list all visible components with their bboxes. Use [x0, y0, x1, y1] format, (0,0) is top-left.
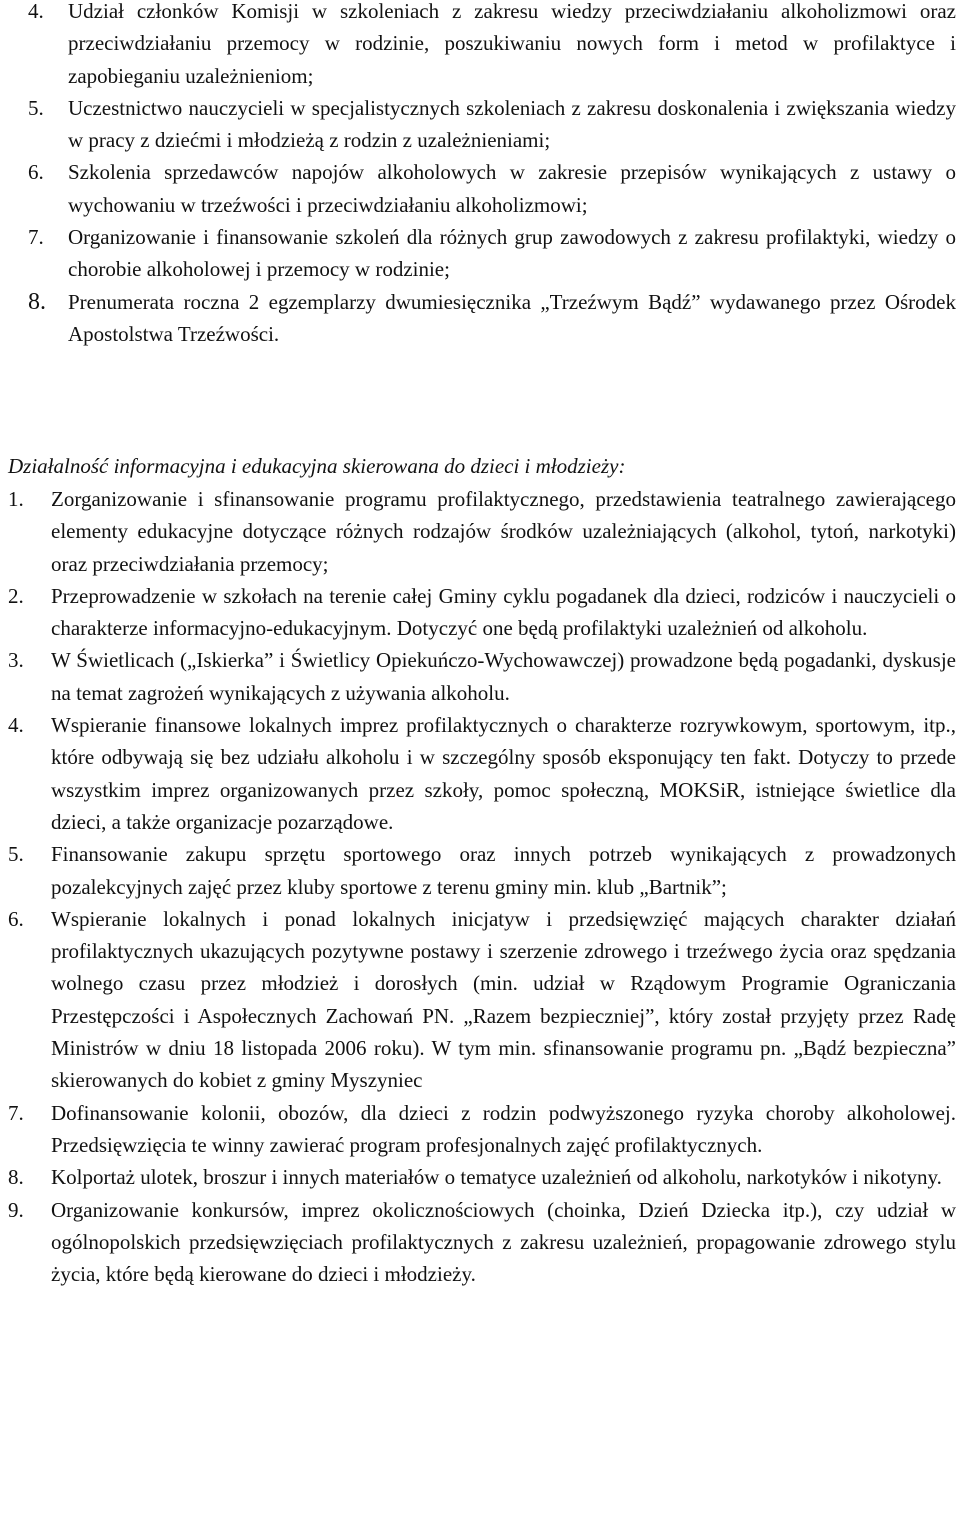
- youth-activities-list: [8, 483, 956, 1290]
- staff-training-list: [28, 0, 956, 350]
- item-number: 4.: [8, 713, 24, 738]
- item-number: 8.: [28, 288, 46, 315]
- item-text: Finansowanie zakupu sprzętu sportowego oraz innych potrzeb wynikających z prowadzonych pozalekcyjnych zajęć przez kluby sportowe z terenu gminy min. klub „Bartnik”;: [51, 842, 956, 899]
- item-number: 8.: [8, 1165, 24, 1190]
- item-number: 2.: [8, 583, 24, 608]
- list-item: [28, 286, 956, 351]
- item-text: Kolportaż ulotek, broszur i innych materiałów o tematyce uzależnień od alkoholu, narkotyków i nikotyny.: [51, 1165, 942, 1190]
- list-item: [8, 903, 956, 1097]
- item-number: 5.: [8, 842, 24, 867]
- item-number: 3.: [8, 648, 24, 673]
- item-number: 7.: [8, 1100, 24, 1125]
- list-item: [8, 1097, 956, 1162]
- list-item: [8, 483, 956, 580]
- list-item: [28, 0, 956, 92]
- list-item: [8, 709, 956, 838]
- item-number: 4.: [28, 0, 44, 23]
- item-number: 7.: [28, 225, 44, 250]
- item-text: Udział członków Komisji w szkoleniach z zakresu wiedzy przeciwdziałaniu alkoholizmowi oraz przeciwdziałaniu przemocy w rodzinie, poszukiwaniu nowych form i metod w profilaktyce i zapobieganiu uzależnieniom;: [68, 0, 956, 88]
- list-item: [28, 92, 956, 157]
- item-text: Szkolenia sprzedawców napojów alkoholowych w zakresie przepisów wynikających z ustawy o wychowaniu w trzeźwości i przeciwdziałaniu alkoholizmowi;: [68, 160, 956, 217]
- item-text: Wspieranie finansowe lokalnych imprez profilaktycznych o charakterze rozrywkowym, sportowym, itp., które odbywają się bez udziału alkoholu i w szczególny sposób eksponujący ten fakt. Dotyczy to przede wszystkim imprez organizowanych przez szkoły, pomoc społeczną, MOKSiR, istniejące świetlice dla dzieci, a także organizacje pozarządowe.: [51, 713, 956, 834]
- list-item: [28, 156, 956, 221]
- item-text: Uczestnictwo nauczycieli w specjalistycznych szkoleniach z zakresu doskonalenia i zwiększania wiedzy w pracy z dziećmi i młodzieżą z rodzin z uzależnieniami;: [68, 95, 956, 153]
- list-item: [8, 1194, 956, 1291]
- item-text: Wspieranie lokalnych i ponad lokalnych inicjatyw i przedsięwzięć mających charakter działań profilaktycznych ukazujących pozytywne postawy i szerzenie zdrowego i trzeźwego życia oraz spędzania wolnego czasu przez młodzież i dorosłych (min. udział w Rządowym Programie Ograniczania Przestępczości i Aspołecznych Zachowań PN. „Razem bezpieczniej”, który został przyjęty przez Radę Ministrów w dniu 18 listopada 2006 roku). W tym min. sfinansowanie programu pn. „Bądź bezpieczna” skierowanych do kobiet z gminy Myszyniec: [51, 906, 956, 1093]
- list-item: [8, 838, 956, 903]
- item-text: Przeprowadzenie w szkołach na terenie całej Gminy cyklu pogadanek dla dzieci, rodziców i nauczycieli o charakterze informacyjno-edukacyjnym. Dotyczyć one będą profilaktyki uzależnień od alkoholu.: [51, 583, 956, 641]
- item-text: W Świetlicach („Iskierka” i Świetlicy Opiekuńczo-Wychowawczej) prowadzone będą pogadanki, dyskusje na temat zagrożeń wynikających z używania alkoholu.: [51, 648, 956, 705]
- item-text: Dofinansowanie kolonii, obozów, dla dzieci z rodzin podwyższonego ryzyka choroby alkoholowej. Przedsięwzięcia te winny zawierać program profesjonalnych zajęć profilaktycznych.: [51, 1100, 956, 1157]
- item-text: Zorganizowanie i sfinansowanie programu profilaktycznego, przedstawienia teatralnego zawierającego elementy edukacyjne dotyczące różnych rodzajów środków uzależniających (alkohol, tytoń, narkotyki) oraz przeciwdziałania przemocy;: [51, 487, 956, 576]
- item-text: Organizowanie konkursów, imprez okolicznościowych (choinka, Dzień Dziecka itp.), czy udział w ogólnopolskich przedsięwzięciach profilaktycznych z zakresu uzależnień, propagowanie zdrowego stylu życia, które będą kierowane do dzieci i młodzieży.: [51, 1197, 956, 1287]
- list-item: [8, 580, 956, 645]
- item-number: 1.: [8, 487, 24, 511]
- item-text: Organizowanie i finansowanie szkoleń dla różnych grup zawodowych z zakresu profilaktyki, wiedzy o chorobie alkoholowej i przemocy w rodzinie;: [68, 225, 956, 282]
- item-number: 5.: [28, 95, 44, 120]
- item-number: 6.: [28, 160, 44, 185]
- list-item: [28, 221, 956, 286]
- list-item: [8, 1161, 956, 1193]
- item-number: 9.: [8, 1197, 24, 1222]
- section-heading: Działalność informacyjna i edukacyjna skierowana do dzieci i młodzieży:: [8, 454, 626, 478]
- list-item: [8, 644, 956, 709]
- item-text: Prenumerata roczna 2 egzemplarzy dwumiesięcznika „Trzeźwym Bądź” wydawanego przez Ośrodek Apostolstwa Trzeźwości.: [68, 289, 956, 346]
- item-number: 6.: [8, 906, 24, 931]
